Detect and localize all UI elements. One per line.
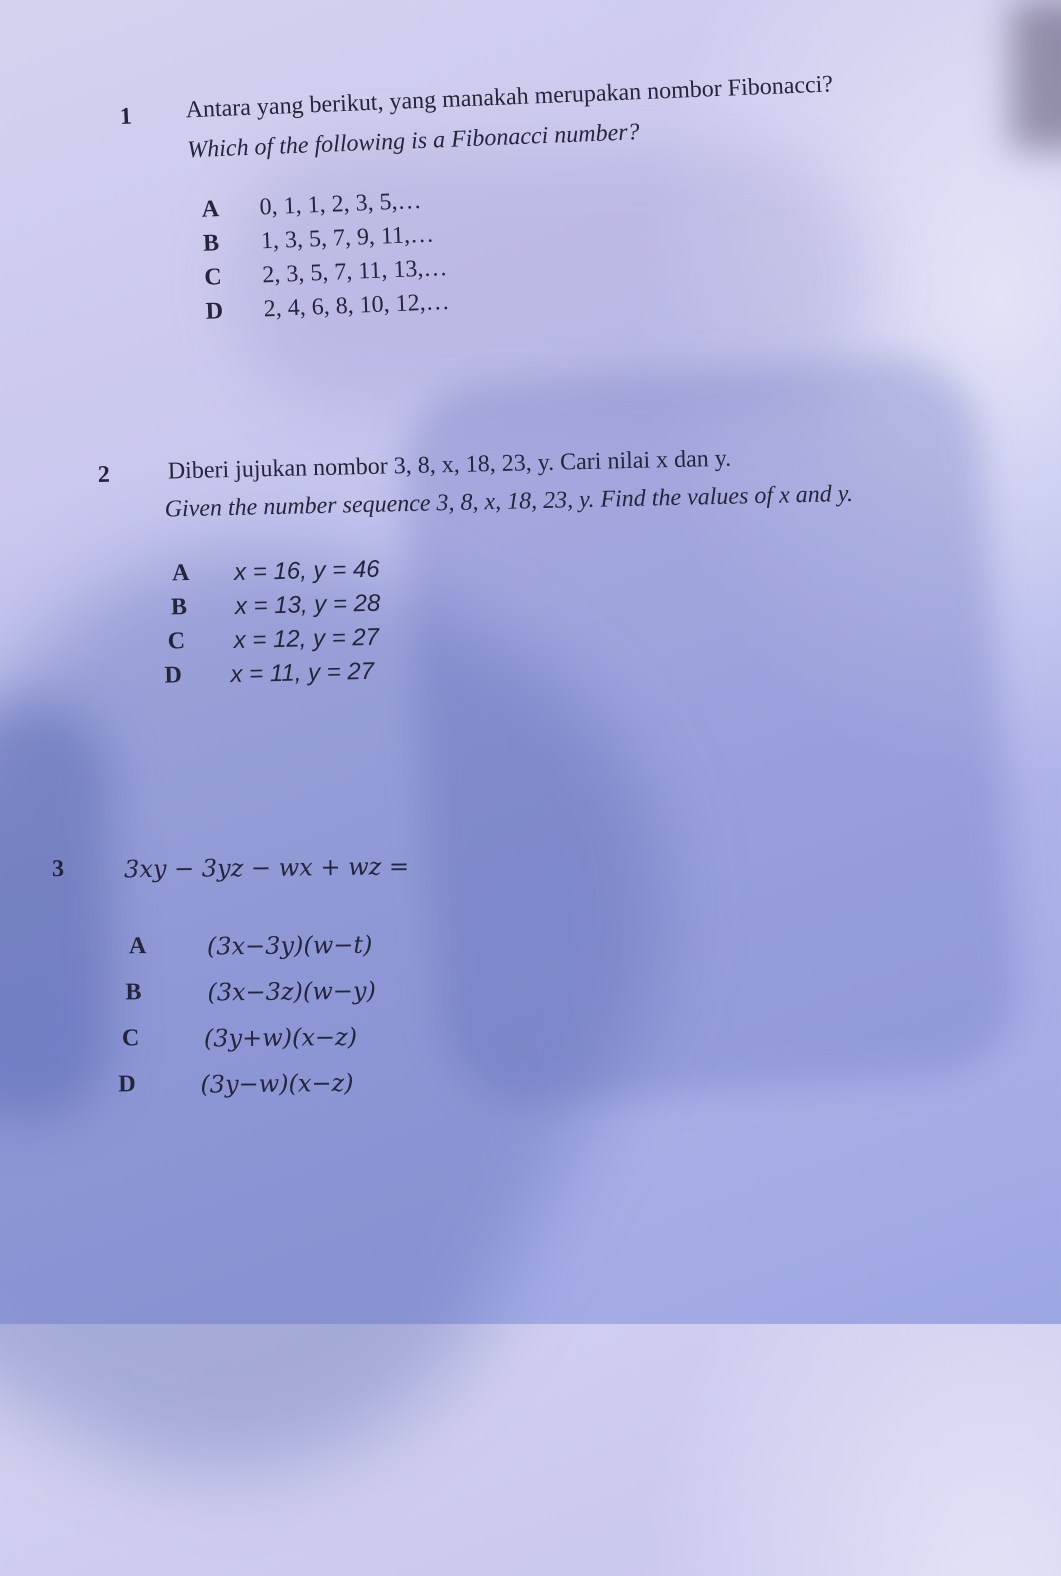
question-expression: 3xy − 3yz − wx + wz = (123, 852, 410, 884)
option-letter: A (201, 196, 220, 223)
option-letter: C (203, 264, 223, 291)
question-number: 3 (51, 855, 65, 883)
option-value: 1, 3, 5, 7, 9, 11,… (260, 221, 435, 255)
question-number: 2 (97, 461, 111, 489)
option-value: 2, 4, 6, 8, 10, 12,… (263, 288, 451, 323)
option-letter: B (170, 594, 188, 621)
option-value: x = 12, y = 27 (233, 623, 380, 655)
option-value: x = 16, y = 46 (233, 555, 380, 586)
option-value: x = 11, y = 27 (230, 657, 375, 689)
question-number: 1 (119, 103, 133, 130)
option-value: (3y+w)(x−z) (203, 1022, 358, 1053)
option-letter: C (121, 1025, 140, 1052)
question-text-en: Which of the following is a Fibonacci number? (186, 119, 641, 164)
option-letter: A (128, 933, 147, 960)
option-value: (3x−3y)(w−t) (206, 930, 373, 961)
option-value: (3y−w)(x−z) (200, 1068, 354, 1099)
shadow-left (0, 700, 110, 1120)
question-text-ms: Diberi jujukan nombor 3, 8, x, 18, 23, y. Cari nilai x dan y. (167, 445, 732, 485)
question-text-en: Given the number sequence 3, 8, x, 18, 23, y. Find the values of x and y. (164, 480, 854, 523)
option-letter: A (171, 559, 190, 587)
option-letter: D (118, 1071, 136, 1098)
page-edge (1011, 0, 1061, 150)
question-text-ms: Antara yang berikut, yang manakah merupakan nombor Fibonacci? (185, 71, 834, 124)
option-letter: C (167, 628, 186, 655)
option-value: (3x−3z)(w−y) (207, 976, 377, 1007)
option-letter: B (125, 979, 142, 1006)
option-letter: D (164, 662, 183, 689)
option-value: x = 13, y = 28 (234, 589, 381, 620)
shadow-arm (0, 444, 769, 1576)
option-letter: B (202, 230, 220, 257)
option-letter: D (205, 298, 224, 325)
option-value: 2, 3, 5, 7, 11, 13,… (261, 254, 448, 289)
option-value: 0, 1, 1, 2, 3, 5,… (259, 187, 423, 221)
